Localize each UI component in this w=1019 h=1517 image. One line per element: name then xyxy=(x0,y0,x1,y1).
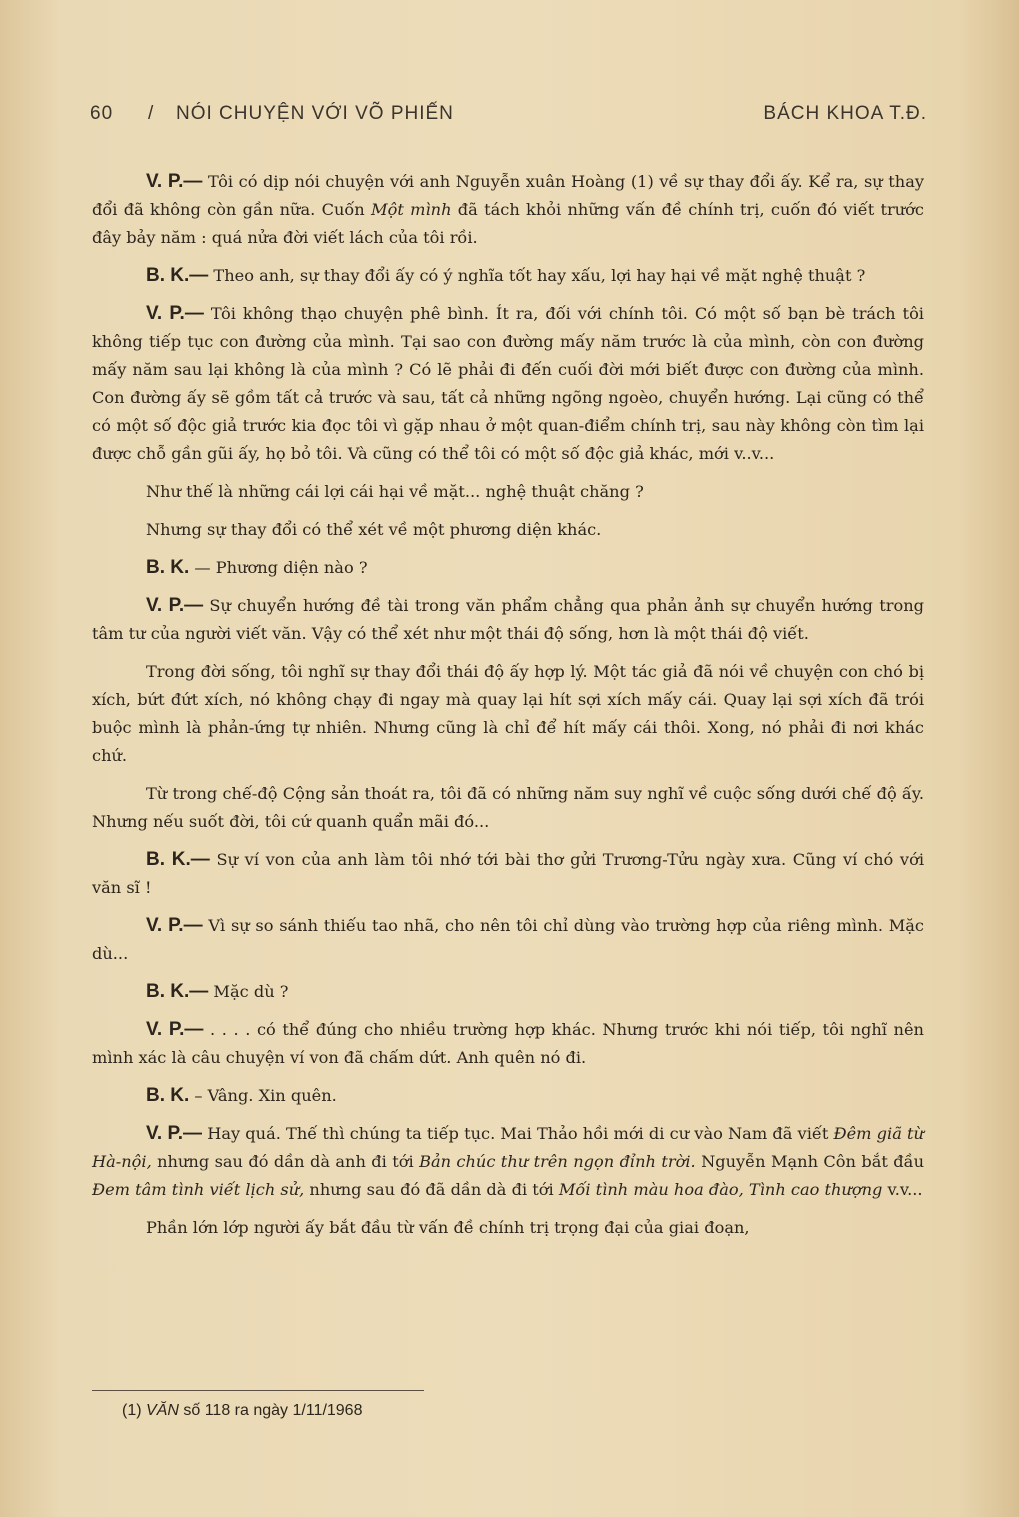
page-number: 60 xyxy=(90,103,114,124)
footnote-marker: (1) xyxy=(122,1402,142,1419)
paragraph xyxy=(92,780,924,836)
footnote xyxy=(122,1402,362,1420)
paragraph xyxy=(92,1016,924,1072)
page-header xyxy=(90,103,927,133)
paragraph-text: Mặc dù ? xyxy=(208,982,289,1001)
paragraph-text: nhưng sau đó đã dần dà đi tới xyxy=(304,1180,559,1199)
paragraph xyxy=(92,846,924,902)
italic-title-text: Đem tâm tình viết lịch sử, xyxy=(92,1180,305,1199)
italic-title-text: Một mình xyxy=(371,200,452,219)
paragraph-text: Sự chuyển hướng đề tài trong văn phẩm chẳng qua phản ảnh sự chuyển hướng trong tâm tư của người viết văn. Vậy có thể xét như một thái độ sống, hơn là một thái độ viết. xyxy=(92,596,924,643)
paragraph-text: Nguyễn Mạnh Côn bắt đầu xyxy=(695,1152,924,1171)
article-title: NÓI CHUYỆN VỚI VÕ PHIẾN xyxy=(176,103,454,124)
paragraph xyxy=(92,168,924,252)
paragraph xyxy=(92,592,924,648)
paragraph-text: Tôi có dịp nói chuyện với anh Nguyễn xuân Hoàng (1) về sự thay đổi ấy. Kể ra, sự thay đổi đã không còn gần nữa. Cuốn xyxy=(92,172,924,219)
paragraph xyxy=(92,1214,924,1242)
paragraph xyxy=(92,478,924,506)
speaker-label: B. K. xyxy=(146,557,190,578)
speaker-label: B. K. xyxy=(146,1085,190,1106)
paragraph xyxy=(92,1120,924,1204)
paragraph xyxy=(92,912,924,968)
paragraph-text: Theo anh, sự thay đổi ấy có ý nghĩa tốt hay xấu, lợi hay hại về mặt nghệ thuật ? xyxy=(208,266,866,285)
paragraph-text: Tôi không thạo chuyện phê bình. Ít ra, đối với chính tôi. Có một số bạn bè trách tôi không tiếp tục con đường của mình. Tại sao con đường mấy năm trước là của mình, còn con đường mấy năm sau lại không là của mình ? Có lẽ phải đi đến cuối đời mới biết được con đường của mình. Con đường ấy sẽ gồm tất cả trước và sau, tất cả những ngõng ngoèo, chuyển hướng. Lại cũng có thể có một số độc giả trước kia đọc tôi vì gặp nhau ở một quan-điểm chính trị, sau này không còn tìm lại được chỗ gần gũi ấy, họ bỏ tôi. Và cũng có thể tôi có một số độc giả khác, mới v..v... xyxy=(92,304,924,463)
speaker-label: V. P.— xyxy=(146,595,204,616)
paragraph-text: đã tách khỏi những vấn đề chính trị, cuốn đó viết trước đây bảy năm : quá nửa đời viết lách của tôi rồi. xyxy=(92,200,924,247)
paragraph-text: Từ trong chế-độ Cộng sản thoát ra, tôi đã có những năm suy nghĩ về cuộc sống dưới chế độ ấy. Nhưng nếu suốt đời, tôi cứ quanh quẩn mãi đó... xyxy=(92,784,924,831)
paragraph-text: Như thế là những cái lợi cái hại về mặt... nghệ thuật chăng ? xyxy=(146,482,644,501)
speaker-label: V. P.— xyxy=(146,1123,203,1144)
paragraph xyxy=(92,1082,924,1110)
paragraph xyxy=(92,978,924,1006)
paragraph-text: v.v... xyxy=(882,1180,923,1199)
speaker-label: B. K.— xyxy=(146,981,209,1002)
paragraph-text: nhưng sau đó dần dà anh đi tới xyxy=(151,1152,420,1171)
paragraph xyxy=(92,300,924,468)
paragraph-text: Hay quá. Thế thì chúng ta tiếp tục. Mai Thảo hồi mới di cư vào Nam đã viết xyxy=(202,1124,834,1143)
speaker-label: B. K.— xyxy=(146,265,209,286)
paragraph xyxy=(92,554,924,582)
italic-title-text: Mối tình màu hoa đào, Tình cao thượng xyxy=(558,1180,883,1199)
paragraph-text: Nhưng sự thay đổi có thể xét về một phương diện khác. xyxy=(146,520,602,539)
paragraph xyxy=(92,262,924,290)
footnote-source: VĂN xyxy=(146,1402,179,1419)
header-separator: / xyxy=(148,103,155,124)
magazine-name: BÁCH KHOA T.Đ. xyxy=(763,103,927,124)
italic-title-text: Bản chúc thư trên ngọn đỉnh trời. xyxy=(419,1152,696,1171)
paragraph-text: Vì sự so sánh thiếu tao nhã, cho nên tôi chỉ dùng vào trường hợp của riêng mình. Mặc dù... xyxy=(92,916,924,963)
paragraph xyxy=(92,516,924,544)
paragraph-text: Phần lớn lớp người ấy bắt đầu từ vấn đề chính trị trọng đại của giai đoạn, xyxy=(146,1218,750,1237)
speaker-label: B. K.— xyxy=(146,849,210,870)
paragraph-text: . . . . có thể đúng cho nhiều trường hợp khác. Nhưng trước khi nói tiếp, tôi nghĩ nên mình xác là câu chuyện ví von đã chấm dứt. Anh quên nó đi. xyxy=(92,1020,924,1067)
paragraph-text: Sự ví von của anh làm tôi nhớ tới bài thơ gửi Trương-Tửu ngày xưa. Cũng ví chó với văn sĩ ! xyxy=(92,850,925,897)
speaker-label: V. P.— xyxy=(146,171,203,192)
italic-title-text: Đêm giã từ Hà-nội, xyxy=(92,1124,924,1171)
speaker-label: V. P.— xyxy=(146,915,203,936)
paragraph-text: – Vâng. Xin quên. xyxy=(189,1086,337,1105)
article-body xyxy=(92,168,924,1252)
speaker-label: V. P.— xyxy=(146,303,204,324)
paragraph xyxy=(92,658,924,770)
footnote-rule xyxy=(92,1390,424,1391)
footnote-details: số 118 ra ngày 1/11/1968 xyxy=(183,1402,363,1419)
speaker-label: V. P.— xyxy=(146,1019,204,1040)
paragraph-text: Trong đời sống, tôi nghĩ sự thay đổi thái độ ấy hợp lý. Một tác giả đã nói về chuyện con chó bị xích, bứt đứt xích, nó không chạy đi ngay mà quay lại hít sợi xích mấy cái. Quay lại sợi xích đã trói buộc mình là phản-ứng tự nhiên. Nhưng cũng là chỉ để hít mấy cái thôi. Xong, nó phải đi nơi khác chứ. xyxy=(92,662,924,765)
paragraph-text: — Phương diện nào ? xyxy=(189,558,368,577)
